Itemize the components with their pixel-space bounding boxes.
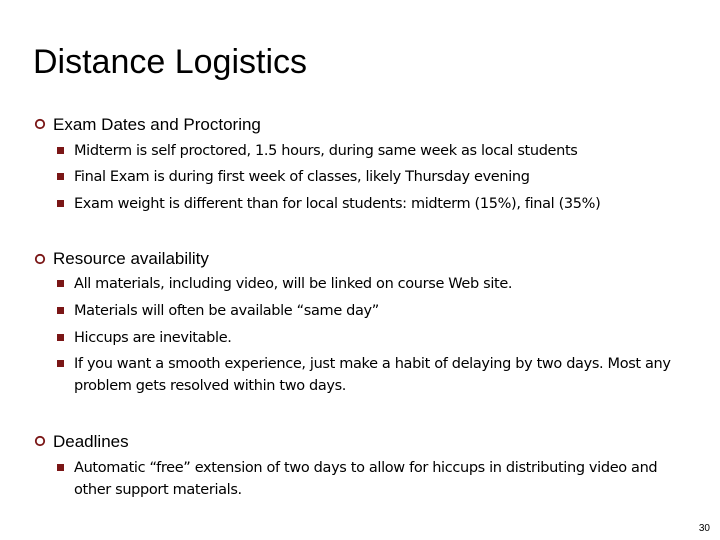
square-bullet-icon bbox=[57, 464, 64, 471]
ring-bullet-icon bbox=[34, 435, 46, 447]
square-bullet-icon bbox=[57, 200, 64, 207]
page-number: 30 bbox=[698, 523, 710, 534]
list-item-text: Hiccups are inevitable. bbox=[74, 330, 232, 346]
list-item bbox=[53, 166, 683, 188]
square-bullet-icon bbox=[57, 334, 64, 341]
list-item bbox=[53, 327, 683, 349]
list-item bbox=[53, 273, 683, 295]
square-bullet-icon bbox=[57, 360, 64, 367]
square-bullet-icon bbox=[57, 307, 64, 314]
square-bullet-icon bbox=[57, 147, 64, 154]
list-item bbox=[53, 193, 683, 215]
list-item-text: All materials, including video, will be linked on course Web site. bbox=[74, 276, 513, 292]
section-heading-resources: Resource availability bbox=[53, 249, 209, 268]
ring-bullet-icon bbox=[34, 118, 46, 130]
list-item-text: If you want a smooth experience, just make a habit of delaying by two days. Most any problem gets resolved within two days. bbox=[74, 356, 671, 394]
list-item bbox=[53, 140, 683, 162]
slide-title: Distance Logistics bbox=[33, 43, 308, 81]
list-item bbox=[53, 457, 683, 501]
square-bullet-icon bbox=[57, 173, 64, 180]
square-bullet-icon bbox=[57, 280, 64, 287]
list-item-text: Materials will often be available “same day” bbox=[74, 303, 379, 319]
section-heading-exam: Exam Dates and Proctoring bbox=[53, 115, 261, 134]
list-item-text: Final Exam is during first week of classes, likely Thursday evening bbox=[74, 169, 530, 185]
section-heading-deadlines: Deadlines bbox=[53, 432, 129, 451]
ring-bullet-icon bbox=[34, 253, 46, 265]
list-item-text: Exam weight is different than for local students: midterm (15%), final (35%) bbox=[74, 196, 601, 212]
list-item bbox=[53, 300, 683, 322]
list-item bbox=[53, 353, 683, 397]
list-item-text: Midterm is self proctored, 1.5 hours, during same week as local students bbox=[74, 143, 578, 159]
list-item-text: Automatic “free” extension of two days to allow for hiccups in distributing video and other support materials. bbox=[74, 460, 658, 498]
